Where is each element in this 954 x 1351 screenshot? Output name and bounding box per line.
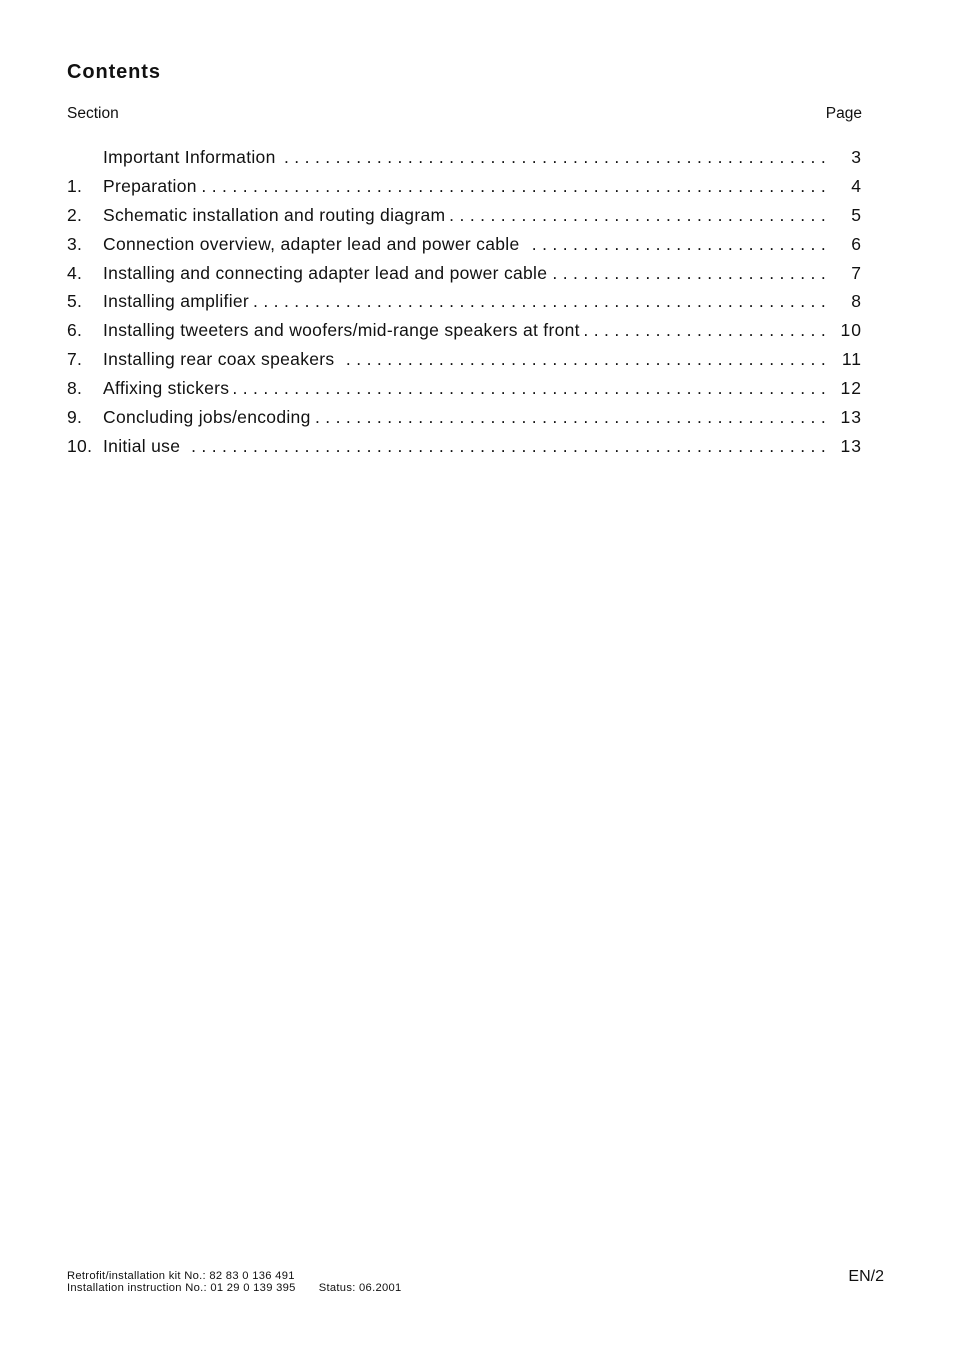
dot-leader bbox=[254, 291, 826, 312]
section-column-header: Section bbox=[67, 105, 119, 122]
toc-entry-number: 6. bbox=[67, 320, 83, 341]
status-date: Status: 06.2001 bbox=[318, 1282, 402, 1294]
toc-entry-installing-front-speakers[interactable] bbox=[67, 320, 862, 349]
toc-entry-page: 12 bbox=[840, 378, 862, 399]
toc-entry-number: 4. bbox=[67, 262, 83, 283]
toc-entry-page: 8 bbox=[851, 291, 862, 312]
toc-entry-title: Installing and connecting adapter lead and power cable bbox=[103, 262, 548, 283]
toc-entry-preparation[interactable] bbox=[67, 176, 862, 205]
toc-entry-title: Installing tweeters and woofers/mid-range speakers at front bbox=[103, 320, 580, 341]
dot-leader bbox=[450, 205, 826, 226]
toc-entry-number: 5. bbox=[67, 291, 83, 312]
toc-entry-page: 6 bbox=[851, 233, 862, 254]
page-column-header: Page bbox=[825, 105, 862, 122]
toc-entry-page: 4 bbox=[851, 175, 862, 196]
toc-entry-page: 7 bbox=[851, 262, 862, 283]
toc-entry-title: Preparation bbox=[103, 175, 197, 196]
toc-entry-page: 3 bbox=[851, 147, 862, 167]
dot-leader bbox=[339, 349, 826, 370]
toc-entry-affixing-stickers[interactable] bbox=[67, 378, 862, 407]
toc-entry-installing-adapter-lead[interactable] bbox=[67, 263, 862, 292]
toc-entry-page: 5 bbox=[851, 204, 862, 225]
toc-entry-title: Installing rear coax speakers bbox=[103, 349, 335, 370]
toc-entry-concluding-jobs[interactable] bbox=[67, 407, 862, 436]
toc-entry-installing-rear-speakers[interactable] bbox=[67, 349, 862, 378]
page-footer bbox=[67, 1270, 402, 1294]
toc-entry-number: 10. bbox=[67, 435, 93, 456]
toc-entry-important-information[interactable] bbox=[67, 147, 862, 176]
toc-entry-number: 7. bbox=[67, 349, 83, 370]
toc-entry-initial-use[interactable] bbox=[67, 436, 862, 465]
toc-entry-title: Affixing stickers bbox=[103, 378, 230, 399]
toc-entry-number: 8. bbox=[67, 378, 83, 399]
dot-leader bbox=[525, 234, 827, 255]
toc-entry-number: 2. bbox=[67, 204, 83, 225]
toc-entry-number: 1. bbox=[67, 175, 83, 196]
kit-number-line: Retrofit/installation kit No.: 82 83 0 136 491 bbox=[67, 1270, 295, 1282]
dot-leader bbox=[316, 407, 826, 428]
dot-leader bbox=[185, 436, 826, 457]
contents-heading: Contents bbox=[67, 61, 161, 83]
instruction-number: Installation instruction No.: 01 29 0 139 395 bbox=[67, 1282, 296, 1294]
dot-leader bbox=[552, 263, 826, 284]
toc-entry-title: Important Information bbox=[103, 147, 276, 167]
toc-entry-number: 3. bbox=[67, 233, 83, 254]
table-of-contents bbox=[67, 147, 862, 465]
toc-entry-title: Connection overview, adapter lead and power cable bbox=[103, 233, 520, 254]
toc-entry-title: Initial use bbox=[103, 435, 181, 456]
toc-entry-page: 10 bbox=[840, 320, 862, 341]
page-number: EN/2 bbox=[848, 1268, 884, 1285]
toc-entry-page: 11 bbox=[841, 349, 862, 370]
dot-leader bbox=[202, 176, 826, 197]
toc-entry-number: 9. bbox=[67, 407, 83, 428]
toc-entry-title: Concluding jobs/encoding bbox=[103, 407, 311, 428]
toc-entry-title: Schematic installation and routing diagram bbox=[103, 204, 446, 225]
toc-entry-connection-overview[interactable] bbox=[67, 234, 862, 263]
toc-entry-installing-amplifier[interactable] bbox=[67, 291, 862, 320]
toc-entry-page: 13 bbox=[840, 435, 862, 456]
instruction-number-line bbox=[67, 1282, 402, 1294]
dot-leader bbox=[234, 378, 826, 399]
dot-leader bbox=[281, 147, 826, 168]
toc-entry-schematic-diagram[interactable] bbox=[67, 205, 862, 234]
toc-entry-page: 13 bbox=[840, 407, 862, 428]
toc-entry-title: Installing amplifier bbox=[103, 291, 250, 312]
dot-leader bbox=[585, 320, 826, 341]
